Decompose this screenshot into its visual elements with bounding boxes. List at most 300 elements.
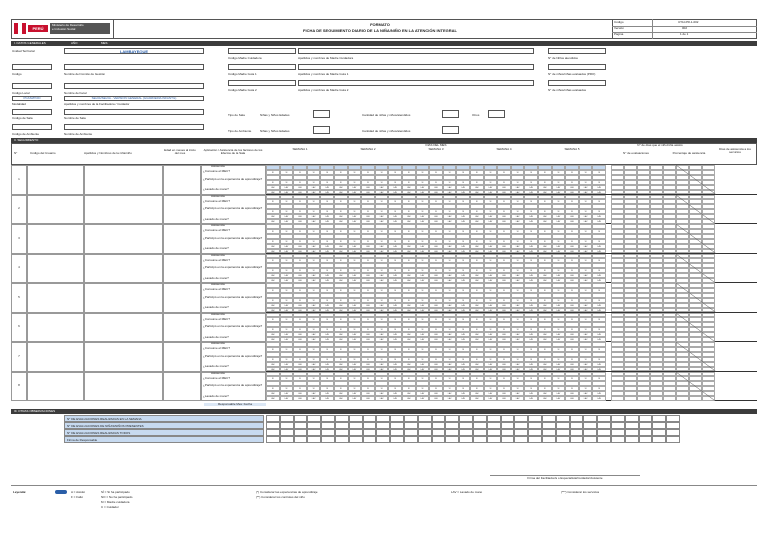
day-cell[interactable]: SÍ	[579, 170, 593, 175]
day-cell[interactable]: SÍ	[348, 170, 362, 175]
day-cell[interactable]: LAV	[293, 219, 307, 224]
day-cell[interactable]: SÍ	[497, 199, 511, 204]
day-cell[interactable]: SÍ	[361, 317, 375, 322]
day-cell[interactable]: LAV	[592, 308, 606, 313]
day-cell[interactable]: LAV	[266, 214, 280, 219]
observation-cell[interactable]	[639, 422, 653, 429]
day-cell[interactable]: SÍ	[592, 258, 606, 263]
observation-cell[interactable]	[583, 422, 597, 429]
day-cell[interactable]: LAV	[280, 308, 294, 313]
observation-cell[interactable]	[404, 436, 418, 443]
day-cell[interactable]: LAV	[579, 244, 593, 249]
day-cell[interactable]: SÍ	[375, 229, 389, 234]
day-cell[interactable]: SÍ	[334, 386, 348, 391]
day-cell[interactable]: SÍ	[443, 317, 457, 322]
day-cell[interactable]: LAV	[280, 273, 294, 278]
day-cell[interactable]: SÍ	[307, 180, 321, 185]
day-cell[interactable]: LAV	[334, 396, 348, 401]
day-cell[interactable]: LAV	[266, 332, 280, 337]
day-cell[interactable]: SÍ	[470, 298, 484, 303]
day-cell[interactable]: SÍ	[348, 298, 362, 303]
day-cell[interactable]: LAV	[565, 337, 579, 342]
grid-cell[interactable]	[84, 372, 163, 402]
day-cell[interactable]: SÍ	[592, 376, 606, 381]
day-cell[interactable]: SÍ	[320, 170, 334, 175]
day-cell[interactable]: SÍ	[470, 180, 484, 185]
day-cell[interactable]: SÍ	[348, 239, 362, 244]
day-cell[interactable]: LAV	[470, 337, 484, 342]
day-cell[interactable]: SÍ	[416, 317, 430, 322]
day-cell[interactable]: SÍ	[375, 288, 389, 293]
day-cell[interactable]: LAV	[348, 190, 362, 195]
day-cell[interactable]: LAV	[524, 362, 538, 367]
observation-cell[interactable]	[570, 415, 584, 422]
day-cell[interactable]: LAV	[552, 244, 566, 249]
day-cell[interactable]: LAV	[470, 273, 484, 278]
day-cell[interactable]: LAV	[266, 273, 280, 278]
day-cell[interactable]: SÍ	[293, 298, 307, 303]
day-cell[interactable]: SÍ	[320, 347, 334, 352]
day-cell[interactable]: SÍ	[497, 258, 511, 263]
day-cell[interactable]: LAV	[552, 219, 566, 224]
observation-cell[interactable]	[666, 415, 680, 422]
day-cell[interactable]: SÍ	[552, 386, 566, 391]
day-cell[interactable]: LAV	[511, 367, 525, 372]
day-cell[interactable]: SÍ	[456, 170, 470, 175]
day-cell[interactable]: SÍ	[280, 229, 294, 234]
day-cell[interactable]: LAV	[334, 190, 348, 195]
day-cell[interactable]: LAV	[348, 367, 362, 372]
grid-cell[interactable]	[27, 283, 84, 313]
day-cell[interactable]: SÍ	[388, 239, 402, 244]
day-cell[interactable]: LAV	[307, 273, 321, 278]
day-cell[interactable]: LAV	[266, 190, 280, 195]
day-cell[interactable]: LAV	[293, 303, 307, 308]
day-cell[interactable]: SÍ	[348, 258, 362, 263]
day-cell[interactable]: LAV	[456, 308, 470, 313]
observation-cell[interactable]	[307, 436, 321, 443]
day-cell[interactable]: SÍ	[511, 170, 525, 175]
day-cell[interactable]: SÍ	[484, 298, 498, 303]
day-cell[interactable]: LAV	[497, 273, 511, 278]
day-cell[interactable]: SÍ	[524, 327, 538, 332]
day-cell[interactable]: SÍ	[565, 170, 579, 175]
observation-cell[interactable]	[307, 429, 321, 436]
grid-cell[interactable]	[27, 254, 84, 284]
day-cell[interactable]: LAV	[320, 273, 334, 278]
day-cell[interactable]: SÍ	[456, 327, 470, 332]
day-cell[interactable]: LAV	[416, 332, 430, 337]
day-cell[interactable]: LAV	[375, 185, 389, 190]
observation-cell[interactable]	[335, 415, 349, 422]
day-cell[interactable]: LAV	[320, 190, 334, 195]
day-cell[interactable]: SÍ	[361, 386, 375, 391]
day-cell[interactable]: LAV	[375, 219, 389, 224]
grid-cell[interactable]	[27, 165, 84, 195]
day-cell[interactable]: LAV	[443, 273, 457, 278]
madre-guia2-name[interactable]	[298, 80, 534, 86]
day-cell[interactable]: SÍ	[416, 268, 430, 273]
day-cell[interactable]: LAV	[429, 367, 443, 372]
day-cell[interactable]: SÍ	[416, 376, 430, 381]
ambiente-code-field[interactable]	[12, 124, 52, 130]
day-cell[interactable]: SÍ	[538, 357, 552, 362]
grid-cell[interactable]	[163, 372, 201, 402]
day-cell[interactable]: SÍ	[565, 180, 579, 185]
summary-cell[interactable]	[650, 396, 663, 401]
observation-cell[interactable]	[652, 422, 666, 429]
day-cell[interactable]: SÍ	[375, 317, 389, 322]
day-cell[interactable]: SÍ	[552, 298, 566, 303]
day-cell[interactable]: LAV	[416, 214, 430, 219]
day-cell[interactable]: LAV	[497, 337, 511, 342]
day-cell[interactable]: SÍ	[361, 239, 375, 244]
day-cell[interactable]: LAV	[402, 396, 416, 401]
day-cell[interactable]: SÍ	[266, 327, 280, 332]
day-cell[interactable]: LAV	[334, 303, 348, 308]
day-cell[interactable]: LAV	[348, 303, 362, 308]
day-cell[interactable]: SÍ	[538, 268, 552, 273]
day-cell[interactable]: SÍ	[388, 209, 402, 214]
day-cell[interactable]: SÍ	[511, 199, 525, 204]
day-cell[interactable]: SÍ	[416, 258, 430, 263]
observation-cell[interactable]	[473, 429, 487, 436]
day-cell[interactable]: SÍ	[484, 258, 498, 263]
observation-cell[interactable]	[597, 422, 611, 429]
day-cell[interactable]: LAV	[456, 249, 470, 254]
day-cell[interactable]: SÍ	[307, 386, 321, 391]
day-cell[interactable]: SÍ	[375, 239, 389, 244]
day-cell[interactable]: LAV	[280, 190, 294, 195]
day-cell[interactable]: SÍ	[361, 199, 375, 204]
day-cell[interactable]: SÍ	[579, 229, 593, 234]
observation-cell[interactable]	[307, 422, 321, 429]
day-cell[interactable]: LAV	[565, 185, 579, 190]
day-cell[interactable]: LAV	[307, 308, 321, 313]
day-cell[interactable]: SÍ	[388, 347, 402, 352]
day-cell[interactable]: LAV	[484, 396, 498, 401]
summary-cell[interactable]	[611, 396, 624, 401]
observation-cell[interactable]	[473, 422, 487, 429]
day-cell[interactable]: SÍ	[348, 317, 362, 322]
day-cell[interactable]: SÍ	[443, 229, 457, 234]
day-cell[interactable]: LAV	[334, 391, 348, 396]
day-cell[interactable]: LAV	[388, 278, 402, 283]
edad-field-1[interactable]	[313, 110, 330, 118]
day-cell[interactable]: LAV	[320, 214, 334, 219]
day-cell[interactable]: SÍ	[511, 357, 525, 362]
day-cell[interactable]: SÍ	[361, 170, 375, 175]
day-cell[interactable]: LAV	[280, 185, 294, 190]
day-cell[interactable]: SÍ	[293, 288, 307, 293]
day-cell[interactable]: SÍ	[388, 317, 402, 322]
ambiente-name-field[interactable]	[64, 124, 204, 130]
day-cell[interactable]: SÍ	[280, 258, 294, 263]
local-code-field[interactable]	[12, 83, 52, 89]
observation-cell[interactable]	[514, 422, 528, 429]
observation-cell[interactable]	[445, 415, 459, 422]
day-cell[interactable]: SÍ	[293, 327, 307, 332]
day-cell[interactable]: SÍ	[402, 386, 416, 391]
day-cell[interactable]: SÍ	[320, 327, 334, 332]
day-cell[interactable]: LAV	[266, 278, 280, 283]
grid-cell[interactable]	[84, 342, 163, 372]
day-cell[interactable]: SÍ	[524, 199, 538, 204]
day-cell[interactable]: LAV	[402, 214, 416, 219]
day-cell[interactable]: LAV	[361, 249, 375, 254]
day-cell[interactable]: SÍ	[429, 347, 443, 352]
day-cell[interactable]: SÍ	[280, 317, 294, 322]
day-cell[interactable]: SÍ	[293, 209, 307, 214]
day-cell[interactable]: LAV	[456, 332, 470, 337]
day-cell[interactable]: SÍ	[592, 357, 606, 362]
day-cell[interactable]: LAV	[470, 391, 484, 396]
day-cell[interactable]: LAV	[565, 249, 579, 254]
day-cell[interactable]: LAV	[552, 367, 566, 372]
day-cell[interactable]: SÍ	[307, 288, 321, 293]
day-cell[interactable]: LAV	[524, 190, 538, 195]
day-cell[interactable]: LAV	[579, 367, 593, 372]
grid-cell[interactable]	[163, 165, 201, 195]
day-cell[interactable]: SÍ	[484, 376, 498, 381]
day-cell[interactable]: SÍ	[266, 288, 280, 293]
day-cell[interactable]: LAV	[538, 332, 552, 337]
day-cell[interactable]: SÍ	[565, 268, 579, 273]
day-cell[interactable]: SÍ	[511, 180, 525, 185]
day-cell[interactable]: LAV	[456, 396, 470, 401]
observation-cell[interactable]	[363, 422, 377, 429]
day-cell[interactable]: SÍ	[579, 239, 593, 244]
day-cell[interactable]: LAV	[484, 273, 498, 278]
observation-cell[interactable]	[570, 422, 584, 429]
grid-cell[interactable]	[84, 313, 163, 343]
day-cell[interactable]: LAV	[320, 219, 334, 224]
day-cell[interactable]: SÍ	[388, 199, 402, 204]
day-cell[interactable]: SÍ	[361, 229, 375, 234]
day-cell[interactable]: LAV	[511, 308, 525, 313]
day-cell[interactable]: LAV	[511, 332, 525, 337]
day-cell[interactable]: LAV	[402, 249, 416, 254]
observation-cell[interactable]	[459, 436, 473, 443]
day-cell[interactable]: SÍ	[552, 239, 566, 244]
day-cell[interactable]: LAV	[375, 332, 389, 337]
day-cell[interactable]: LAV	[375, 249, 389, 254]
day-cell[interactable]: SÍ	[361, 288, 375, 293]
day-cell[interactable]: SÍ	[388, 180, 402, 185]
day-cell[interactable]: LAV	[402, 362, 416, 367]
observation-cell[interactable]	[349, 436, 363, 443]
grid-cell[interactable]	[84, 195, 163, 225]
observation-cell[interactable]	[611, 422, 625, 429]
day-cell[interactable]: LAV	[334, 332, 348, 337]
observation-cell[interactable]	[404, 415, 418, 422]
day-cell[interactable]: SÍ	[497, 229, 511, 234]
observation-cell[interactable]	[459, 422, 473, 429]
day-cell[interactable]: SÍ	[497, 239, 511, 244]
day-cell[interactable]: LAV	[361, 303, 375, 308]
day-cell[interactable]: SÍ	[388, 288, 402, 293]
day-cell[interactable]: LAV	[280, 249, 294, 254]
day-cell[interactable]: SÍ	[320, 317, 334, 322]
day-cell[interactable]: LAV	[443, 303, 457, 308]
observation-cell[interactable]	[321, 429, 335, 436]
day-cell[interactable]: SÍ	[402, 376, 416, 381]
day-cell[interactable]: LAV	[375, 244, 389, 249]
observation-cell[interactable]	[556, 436, 570, 443]
day-cell[interactable]: LAV	[443, 332, 457, 337]
observation-cell[interactable]	[473, 436, 487, 443]
day-cell[interactable]: LAV	[470, 190, 484, 195]
day-cell[interactable]: LAV	[375, 190, 389, 195]
day-cell[interactable]: SÍ	[579, 288, 593, 293]
day-cell[interactable]: SÍ	[293, 239, 307, 244]
day-cell[interactable]: LAV	[307, 214, 321, 219]
observation-cell[interactable]	[349, 422, 363, 429]
day-cell[interactable]: LAV	[456, 337, 470, 342]
day-cell[interactable]: SÍ	[402, 209, 416, 214]
observation-cell[interactable]	[542, 422, 556, 429]
day-cell[interactable]: LAV	[470, 249, 484, 254]
observation-cell[interactable]	[280, 422, 294, 429]
day-cell[interactable]: SÍ	[429, 180, 443, 185]
day-cell[interactable]: LAV	[375, 214, 389, 219]
day-cell[interactable]: LAV	[484, 332, 498, 337]
day-cell[interactable]: LAV	[524, 278, 538, 283]
day-cell[interactable]: LAV	[320, 308, 334, 313]
day-cell[interactable]: SÍ	[443, 258, 457, 263]
observation-cell[interactable]	[418, 429, 432, 436]
day-cell[interactable]: SÍ	[524, 357, 538, 362]
day-cell[interactable]: SÍ	[293, 386, 307, 391]
day-cell[interactable]: LAV	[293, 332, 307, 337]
day-cell[interactable]: SÍ	[375, 327, 389, 332]
day-cell[interactable]: SÍ	[348, 386, 362, 391]
day-cell[interactable]: SÍ	[402, 268, 416, 273]
day-cell[interactable]: SÍ	[416, 386, 430, 391]
day-cell[interactable]: LAV	[388, 273, 402, 278]
day-cell[interactable]: LAV	[375, 337, 389, 342]
local-name-field[interactable]	[64, 83, 204, 89]
day-cell[interactable]: SÍ	[348, 347, 362, 352]
day-cell[interactable]: SÍ	[443, 298, 457, 303]
day-cell[interactable]: LAV	[361, 244, 375, 249]
day-cell[interactable]: SÍ	[484, 288, 498, 293]
day-cell[interactable]: LAV	[579, 332, 593, 337]
day-cell[interactable]: LAV	[293, 214, 307, 219]
observation-cell[interactable]	[418, 415, 432, 422]
day-cell[interactable]: SÍ	[334, 347, 348, 352]
day-cell[interactable]: SÍ	[538, 317, 552, 322]
day-cell[interactable]: SÍ	[470, 209, 484, 214]
day-cell[interactable]: LAV	[266, 367, 280, 372]
observation-cell[interactable]	[528, 429, 542, 436]
day-cell[interactable]: LAV	[429, 190, 443, 195]
day-cell[interactable]: LAV	[470, 219, 484, 224]
day-cell[interactable]: SÍ	[497, 376, 511, 381]
madre-cuidadora-name[interactable]	[298, 48, 534, 54]
observation-cell[interactable]	[501, 429, 515, 436]
day-cell[interactable]: LAV	[416, 190, 430, 195]
day-cell[interactable]: SÍ	[511, 239, 525, 244]
day-cell[interactable]: LAV	[456, 303, 470, 308]
day-cell[interactable]: LAV	[456, 362, 470, 367]
day-cell[interactable]: LAV	[443, 219, 457, 224]
observation-cell[interactable]	[528, 415, 542, 422]
day-cell[interactable]: LAV	[429, 185, 443, 190]
day-cell[interactable]: SÍ	[456, 199, 470, 204]
day-cell[interactable]: SÍ	[579, 357, 593, 362]
day-cell[interactable]: LAV	[429, 303, 443, 308]
count-field-3[interactable]	[548, 80, 606, 86]
day-cell[interactable]: LAV	[538, 185, 552, 190]
sala-code-field[interactable]	[12, 109, 52, 115]
day-cell[interactable]: LAV	[266, 391, 280, 396]
day-cell[interactable]: SÍ	[538, 347, 552, 352]
day-cell[interactable]: SÍ	[565, 386, 579, 391]
observation-cell[interactable]	[625, 422, 639, 429]
day-cell[interactable]: LAV	[266, 362, 280, 367]
day-cell[interactable]: SÍ	[579, 376, 593, 381]
day-cell[interactable]: LAV	[361, 278, 375, 283]
day-cell[interactable]: LAV	[388, 332, 402, 337]
day-cell[interactable]: LAV	[538, 219, 552, 224]
day-cell[interactable]: SÍ	[429, 317, 443, 322]
day-cell[interactable]: LAV	[307, 185, 321, 190]
observation-cell[interactable]	[611, 415, 625, 422]
sala-name-field[interactable]	[64, 109, 204, 115]
day-cell[interactable]: LAV	[307, 332, 321, 337]
day-cell[interactable]: LAV	[524, 244, 538, 249]
observation-cell[interactable]	[266, 429, 280, 436]
day-cell[interactable]: SÍ	[511, 209, 525, 214]
day-cell[interactable]: LAV	[538, 308, 552, 313]
day-cell[interactable]: LAV	[280, 396, 294, 401]
day-cell[interactable]: LAV	[524, 396, 538, 401]
day-cell[interactable]: SÍ	[320, 298, 334, 303]
day-cell[interactable]: SÍ	[334, 317, 348, 322]
day-cell[interactable]: SÍ	[484, 268, 498, 273]
observation-cell[interactable]	[583, 429, 597, 436]
day-cell[interactable]: LAV	[375, 303, 389, 308]
day-cell[interactable]: LAV	[416, 391, 430, 396]
day-cell[interactable]: LAV	[320, 303, 334, 308]
day-cell[interactable]: LAV	[565, 244, 579, 249]
day-cell[interactable]: LAV	[416, 362, 430, 367]
madre-cuidadora-code[interactable]	[228, 48, 296, 54]
day-cell[interactable]: LAV	[579, 396, 593, 401]
observation-cell[interactable]	[376, 422, 390, 429]
day-cell[interactable]: LAV	[524, 185, 538, 190]
day-cell[interactable]: SÍ	[524, 170, 538, 175]
day-cell[interactable]: SÍ	[429, 209, 443, 214]
day-cell[interactable]: LAV	[497, 391, 511, 396]
observation-cell[interactable]	[376, 436, 390, 443]
day-cell[interactable]: SÍ	[484, 386, 498, 391]
day-cell[interactable]: SÍ	[470, 386, 484, 391]
grid-cell[interactable]	[27, 195, 84, 225]
day-cell[interactable]: SÍ	[416, 199, 430, 204]
day-cell[interactable]: LAV	[293, 337, 307, 342]
day-cell[interactable]: LAV	[470, 185, 484, 190]
day-cell[interactable]: SÍ	[388, 327, 402, 332]
day-cell[interactable]: LAV	[443, 190, 457, 195]
day-cell[interactable]: LAV	[429, 362, 443, 367]
day-cell[interactable]: SÍ	[402, 347, 416, 352]
day-cell[interactable]: LAV	[361, 214, 375, 219]
grid-cell[interactable]	[27, 224, 84, 254]
day-cell[interactable]: LAV	[280, 278, 294, 283]
day-cell[interactable]: SÍ	[416, 288, 430, 293]
